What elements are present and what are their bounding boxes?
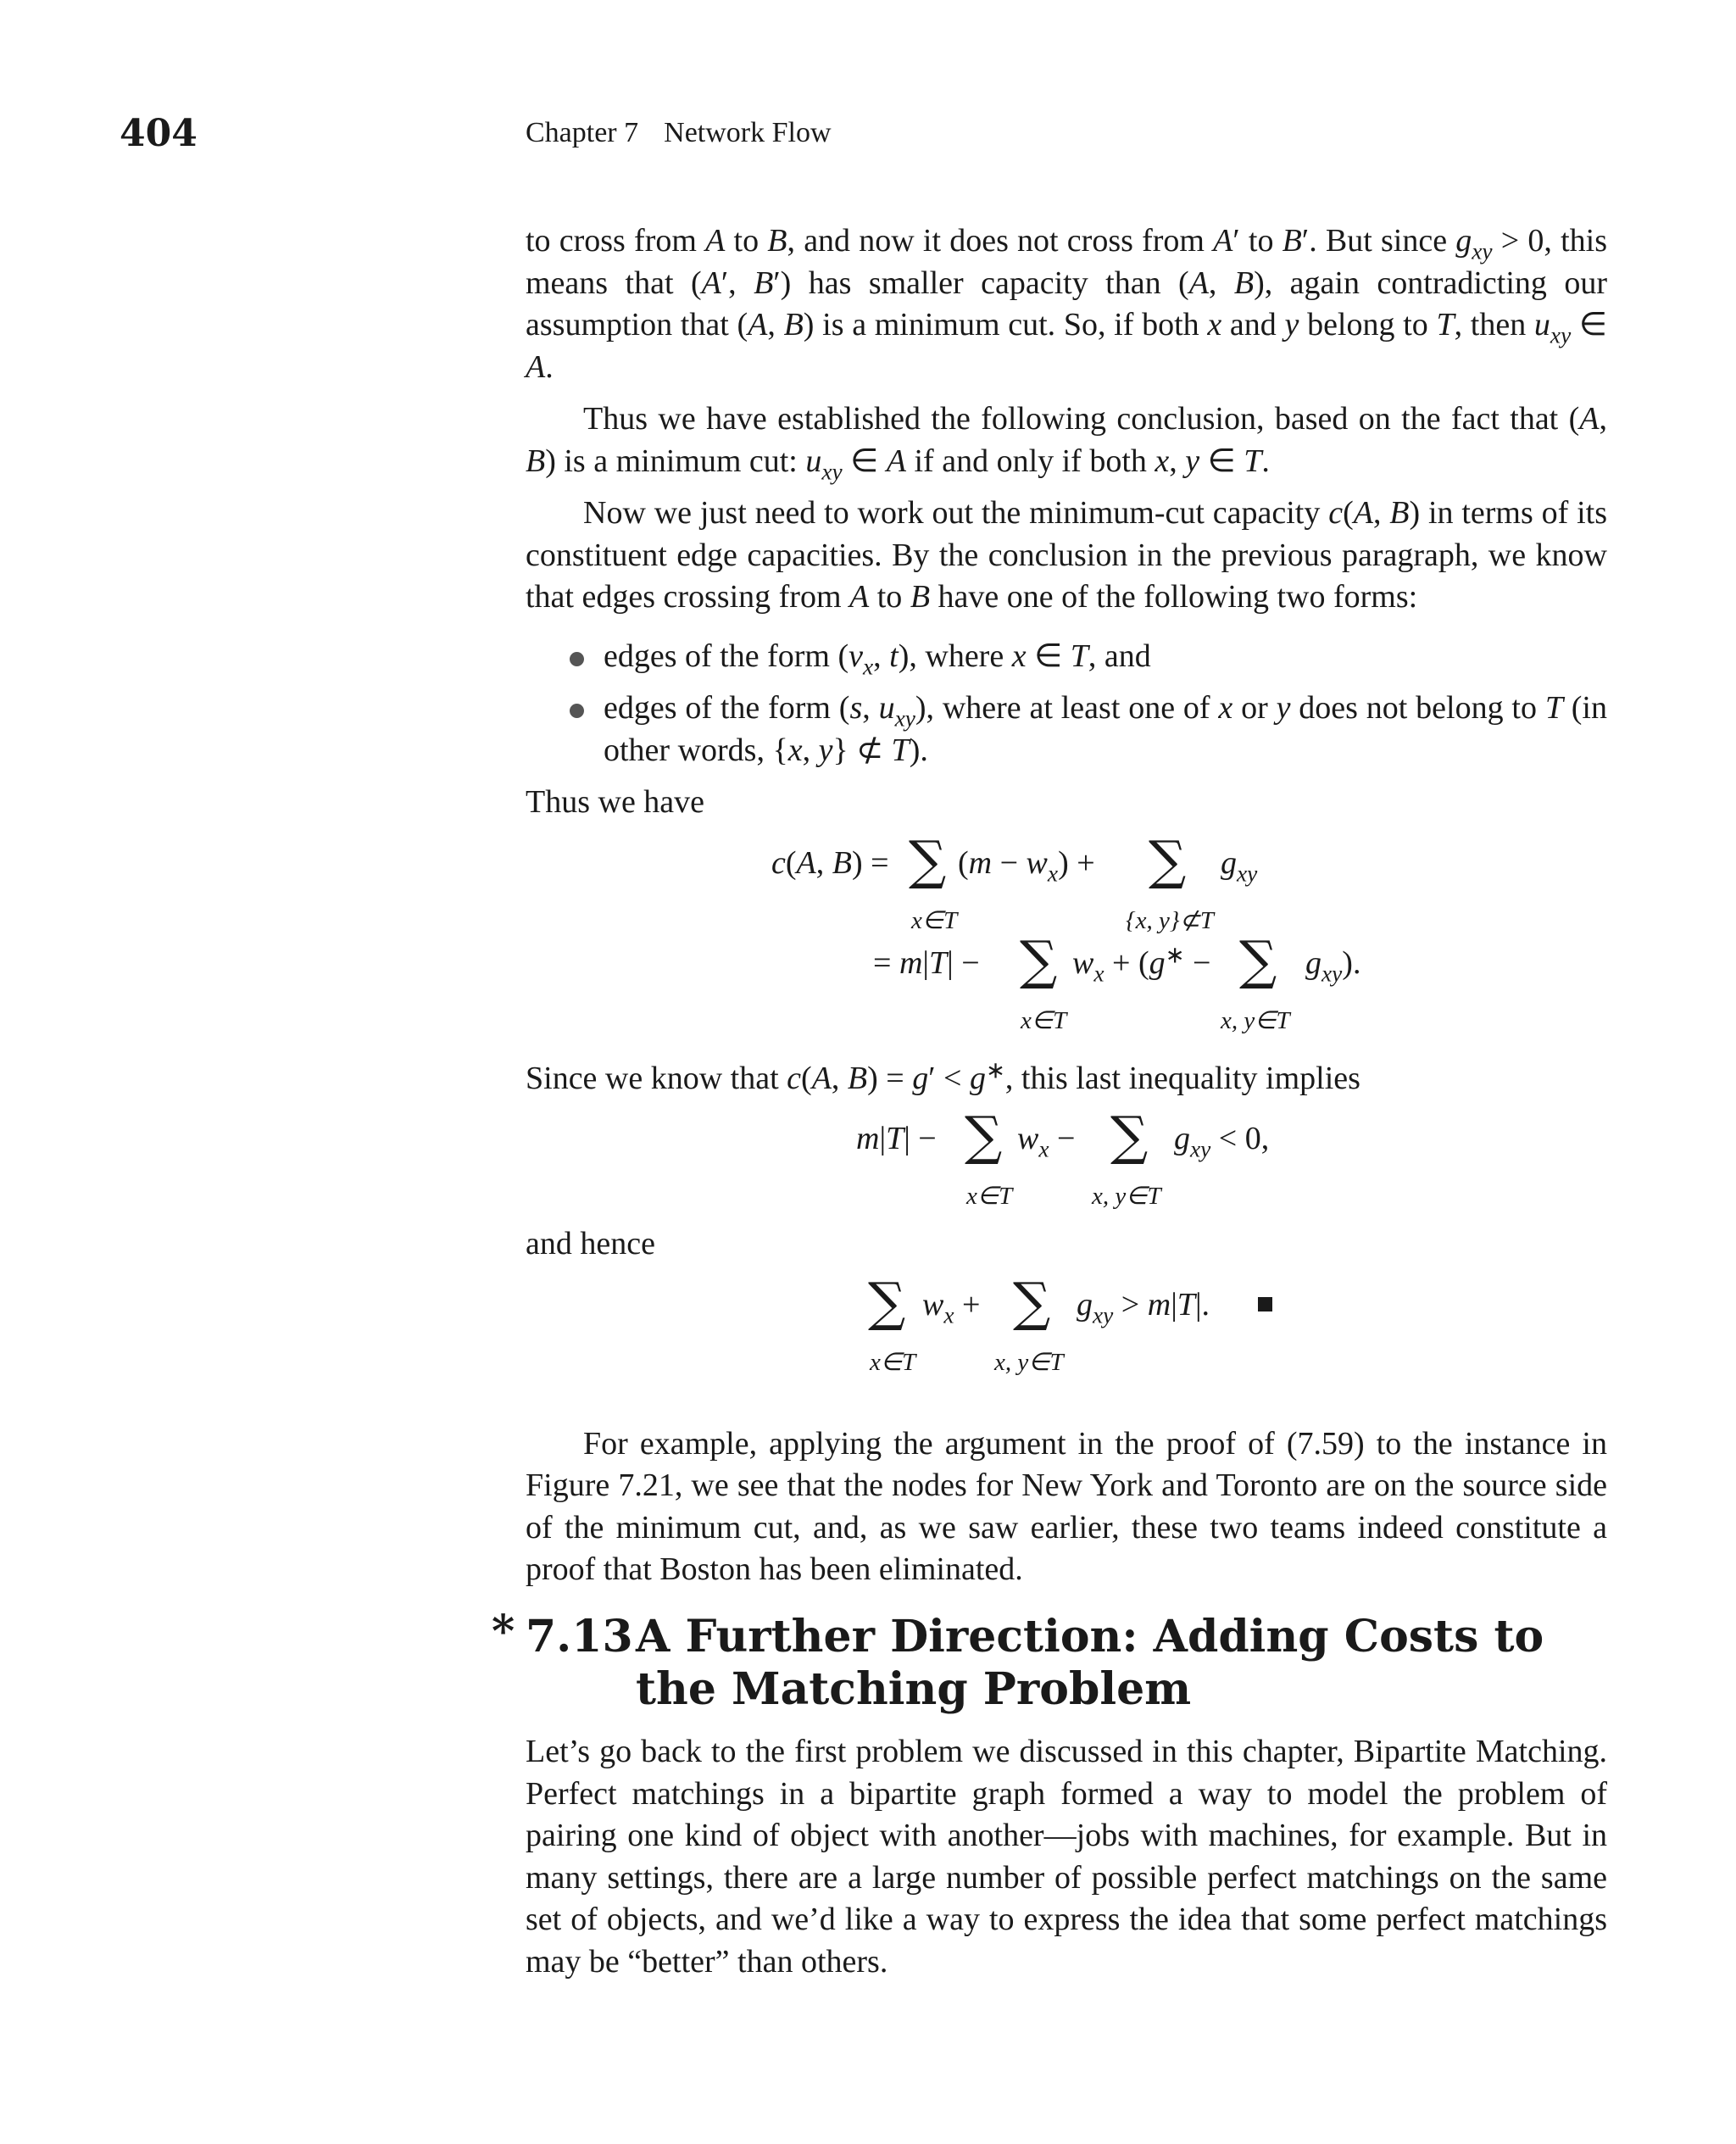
eq-lhs: c(A, B) = [771, 844, 889, 881]
eq-term: $g_{xy}$ [1221, 844, 1258, 887]
bullet-list [526, 636, 1607, 772]
eq-term: m|T| − [856, 1121, 937, 1156]
bullet-icon [570, 652, 584, 666]
section-number: 7.13 [526, 1611, 633, 1662]
sum-limit: x∈T [911, 906, 958, 934]
chapter-label: Chapter 7 [526, 117, 639, 148]
list-item: edges of the form ($v_x$, t), where x ∈ T, and [526, 636, 1607, 678]
page-number: 404 [120, 112, 198, 155]
since-line: Since we know that c(A, B) = g′ < g∗, this last inequality implies [526, 1057, 1360, 1096]
eq-term: $g_{xy} > m|T|$. [1077, 1286, 1210, 1328]
sum-symbol: ∑ [868, 1270, 906, 1333]
bullet-icon [570, 704, 584, 718]
list-item: edges of the form (s, $u_{xy}$), where at least one of x or y does not belong to T (in other words, {x, y} ⊄ T). [526, 688, 1607, 771]
eq-line2: = m|T| − [873, 944, 980, 981]
paragraph-1: to cross from A to B, and now it does not cross from A′ to B′. But since $g_{xy} > 0$, this means that (A′, B′) has smaller capacity than (A, B), again contradicting our assumption that (A, B) is a minimum cut. So, if both x and y belong to T, then $u_{xy}$ ∈ A. [526, 223, 1608, 385]
sum-limit: x∈T [1021, 1006, 1067, 1034]
and-hence: and hence [526, 1226, 655, 1261]
sum-limit: x∈T [966, 1183, 1013, 1210]
eq-term: $(m - w_x)$ + [958, 844, 1095, 887]
sum-symbol: ∑ [965, 1105, 1003, 1167]
sum-symbol: ∑ [1013, 1270, 1051, 1333]
sum-limit: x, y∈T [1221, 1006, 1290, 1034]
paragraph-final: Let’s go back to the first problem we discussed in this chapter, Bipartite Matching. Perfect matchings in a bipartite graph formed a way to model the problem of pairing one kind of object with another—jobs with machines, for example. But in many settings, there are a large number of possible perfect matchings on the same set of objects, and we’d like a way to express the idea that some perfect matchings may be “better” than others. [526, 1734, 1607, 1980]
main-text [526, 220, 1607, 1591]
chapter-title: Network Flow [664, 117, 832, 148]
running-head [526, 117, 832, 149]
eq-term: $g_{xy}$). [1305, 944, 1361, 987]
section-title: A Further Direction: Adding Costs to the Matching Problem [636, 1611, 1544, 1715]
paragraph-3: Now we just need to work out the minimum-cut capacity c(A, B) in terms of its constituent edge capacities. By the conclusion in the previous paragraph, we know that edges crossing from A to B have one of the following two forms: [526, 495, 1607, 615]
eq-term: $w_x$ − [1017, 1121, 1076, 1162]
paragraph-example: For example, applying the argument in the proof of (7.59) to the instance in Figure 7.21, we see that the nodes for New York and Toronto are on the source side of the minimum cut, and, as we saw earlier, these two teams indeed constitute a proof that Boston has been eliminated. [526, 1425, 1607, 1587]
eq-term: $w_x + (g^∗$ − [1072, 942, 1211, 987]
thus-we-have: Thus we have [526, 784, 705, 820]
qed-icon [1258, 1297, 1272, 1311]
sum-symbol: ∑ [1149, 828, 1187, 891]
sum-limit: x, y∈T [994, 1348, 1064, 1376]
eq-term: $g_{xy} < 0$, [1174, 1121, 1270, 1162]
sum-symbol: ∑ [1239, 928, 1277, 991]
sum-limit: x, y∈T [1092, 1183, 1161, 1210]
sum-symbol: ∑ [909, 828, 947, 891]
paragraph-2: Thus we have established the following conclusion, based on the fact that (A, B) is a minimum cut: $u_{xy}$ ∈ A if and only if both x, y ∈ T. [526, 401, 1607, 485]
optional-star-icon: * [492, 1606, 515, 1657]
sum-limit: x∈T [870, 1348, 916, 1376]
sum-symbol: ∑ [1110, 1105, 1149, 1167]
eq-term: $w_x$ + [922, 1286, 981, 1328]
sum-limit: {x, y}⊄T [1126, 906, 1214, 934]
sum-symbol: ∑ [1020, 928, 1058, 991]
section-text [526, 1731, 1607, 1983]
since-text: Since we know that [526, 1060, 787, 1096]
since-text-2: , this last inequality implies [1004, 1060, 1360, 1096]
